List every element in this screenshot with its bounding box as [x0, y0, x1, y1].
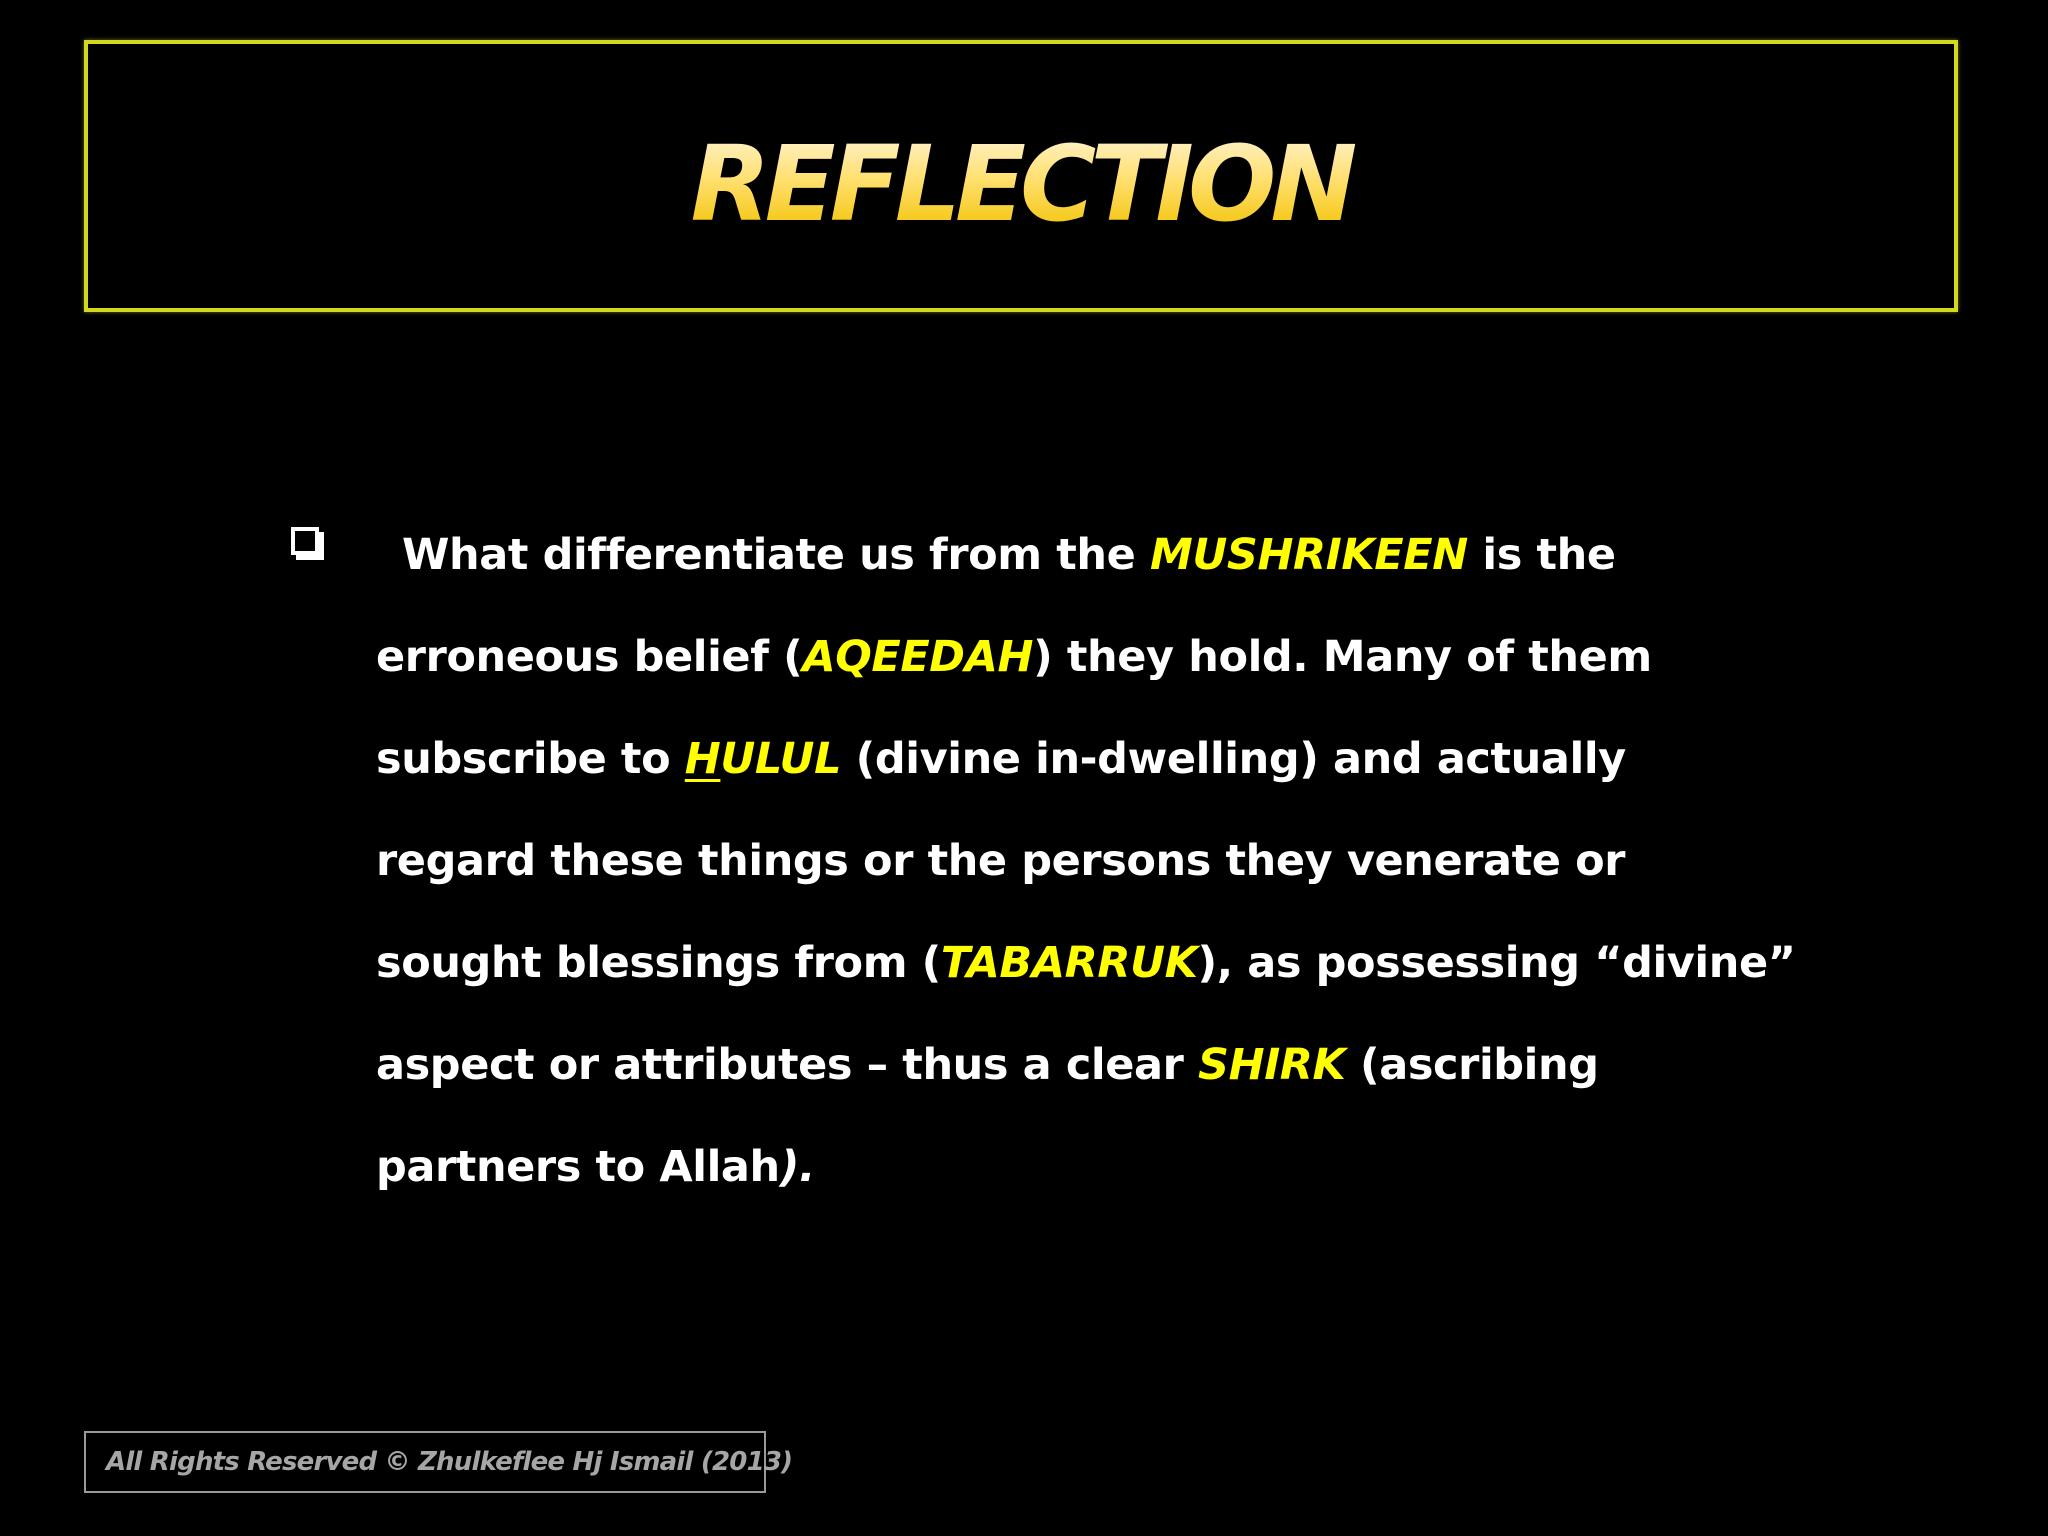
paragraph-line-2 [376, 606, 1776, 708]
term-hulul: ULUL [720, 734, 842, 784]
paragraph-line-5 [376, 912, 1796, 1014]
paragraph-line-7 [376, 1116, 1776, 1218]
term-tabarruk: TABARRUK [940, 938, 1198, 988]
text-run: (ascribing [1345, 1040, 1599, 1090]
copyright-box [84, 1431, 793, 1493]
text-run: What differentiate us from the [402, 530, 1150, 580]
text-run: regard these things or the persons they venerate or [376, 836, 1626, 886]
paragraph-line-1 [376, 504, 1776, 606]
text-run: ) they hold. Many of them [1033, 632, 1652, 682]
text-run-italic: ). [779, 1142, 815, 1192]
copyright-text: All Rights Reserved © Zhulkeflee Hj Ismail (2013) [106, 1447, 793, 1477]
text-run: subscribe to [376, 734, 685, 784]
text-run: sought blessings from ( [376, 938, 941, 988]
term-aqeedah: AQEEDAH [802, 632, 1034, 682]
term-mushrikeen: MUSHRIKEEN [1149, 530, 1468, 580]
title-box [84, 40, 1958, 312]
term-hulul-underlined-letter: H [684, 734, 721, 784]
paragraph-line-3 [376, 708, 1776, 810]
bullet-paragraph [376, 510, 1796, 1218]
text-run: is the [1467, 530, 1616, 580]
paragraph-line-4 [376, 810, 1776, 912]
term-shirk: SHIRK [1198, 1040, 1346, 1090]
text-run: (divine in-dwelling) and actually [841, 734, 1626, 784]
text-run: ), as possessing “divine” [1197, 938, 1796, 988]
slide-title: REFLECTION [88, 132, 1954, 236]
text-run: partners to Allah [376, 1142, 780, 1192]
paragraph-line-6 [376, 1014, 1776, 1116]
hollow-square-bullet-icon [291, 527, 319, 555]
text-run: aspect or attributes – thus a clear [376, 1040, 1199, 1090]
text-run: erroneous belief ( [376, 632, 803, 682]
